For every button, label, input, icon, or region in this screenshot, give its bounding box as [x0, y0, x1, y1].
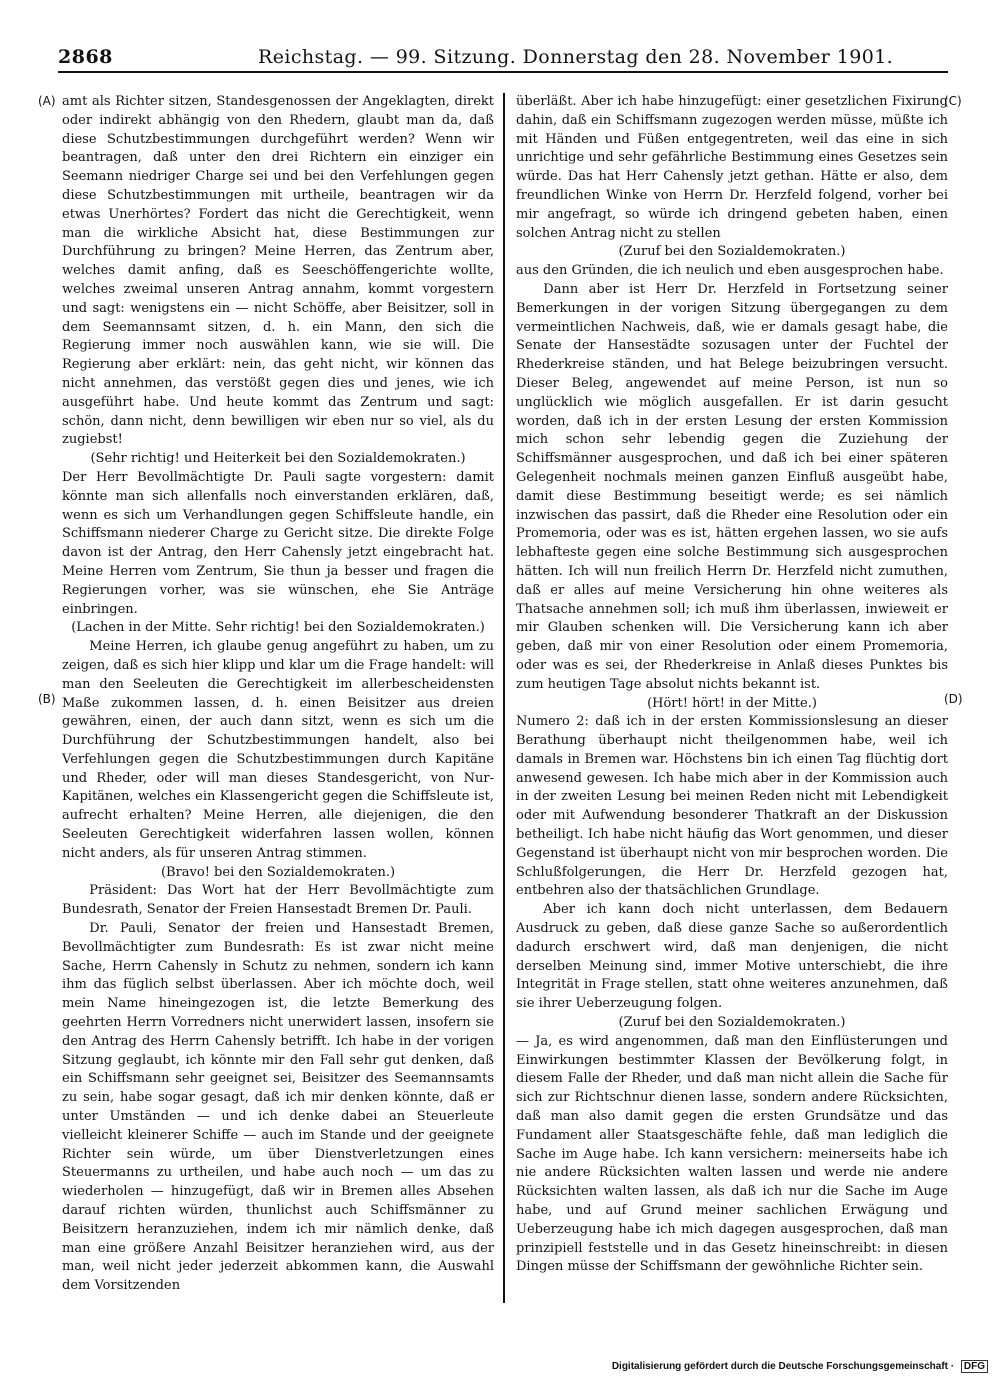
left-column [62, 93, 494, 1296]
interjection: (Zuruf bei den Sozialdemokraten.) [618, 244, 846, 260]
paragraph: Präsident: Das Wort hat der Herr Bevollmächtigte zum Bundesrath, Senator der Freien Hansestadt Bremen Dr. Pauli. [62, 883, 494, 918]
margin-mark-b: (B) [38, 692, 56, 706]
interjection: (Bravo! bei den Sozialdemokraten.) [160, 864, 396, 880]
running-head: Reichstag. — 99. Sitzung. Donnerstag den 28. November 1901. [258, 46, 894, 68]
dfg-logo: DFG [961, 1360, 988, 1373]
margin-mark-c: (C) [944, 94, 962, 108]
paragraph: — Ja, es wird angenommen, daß man den Einflüsterungen und Einwirkungen bestimmter Klassen der Bevölkerung folgt, in diesem Falle der Rheder, und daß man nicht allein die Sache für sich zur Richtschnur dienen lasse, sondern andere Rücksichten, daß man also damit gegen die ersten Grundsätze und das Fundament aller Staatsgeschäfte fehle, daß man lediglich die Sache im Auge habe. Ich kann versichern: meinerseits habe ich nie andere Rücksichten walten lassen und werde nie andere Rücksichten walten lassen, als daß ich nur die Sache im Auge habe, und auf Grund meiner sachlichen Erwägung und Ueberzeugung habe ich mich dagegen ausgesprochen, daß man prinzipiell feststelle und in das Gesetz hineinschreibt: in diesen Dingen müsse der Schiffsmann der gewöhnliche Richter sein. [516, 1033, 948, 1275]
margin-mark-a: (A) [38, 94, 56, 108]
paragraph: Aber ich kann doch nicht unterlassen, dem Bedauern Ausdruck zu geben, daß diese ganze Sache so außerordentlich dadurch erschwert wird, daß man denjenigen, die nicht derselben Meinung sind, immer Motive unterschiebt, die ihre Integrität in Frage stellen, statt ohne weiteres anzunehmen, daß sie ihrer Ueberzeugung folgen. [516, 902, 948, 1012]
paragraph: Dann aber ist Herr Dr. Herzfeld in Fortsetzung seiner Bemerkungen in der vorigen Sitzung übergegangen zu dem vermeintlichen Nachweis, daß, wie er damals gesagt habe, die Senate der Hansestädte sozusagen unter der Fuchtel der Rhederkreise ständen, und hat Belege beizubringen versucht. Dieser Beleg, angewendet auf meine Person, ist nun so unglücklich wie möglich ausgefallen. Er ist darin gesucht worden, daß ich in der ersten Lesung der ersten Kommission mich schon sehr lebendig gegen die Zuziehung der Schiffsmänner ausgesprochen, und daß ich bei einer späteren Gelegenheit nochmals meinen ganzen Einfluß ausgeübt habe, damit diese Bestimmung beseitigt werde; es sei nämlich inzwischen das passirt, daß die Rheder eine Resolution oder ein Promemoria, oder was es ist, hätten ergehen lassen, wo sie aufs lebhafteste gegen eine solche Bestimmung sich ausgesprochen hätten. Ich will nun freilich Herrn Dr. Herzfeld nicht zumuthen, daß er alles auf meine Versicherung hin ohne weiteres als Thatsache annehmen soll; ich muß ihm überlassen, inwieweit er mir Glauben schenken will. Die Versicherung kann ich aber geben, daß mir von einer Resolution oder einem Promemoria, oder was es sei, der Rhederkreise in Anlaß dieses Punktes bis zum heutigen Tage absolut nichts bekannt ist. [516, 281, 948, 692]
paragraph: Meine Herren, ich glaube genug angeführt zu haben, um zu zeigen, daß es sich hier klipp und klar um die Frage handelt: will man den Seeleuten die Gerechtigkeit im allerbescheidensten Maße zukommen lassen, d. h. einen Beisitzer aus dreien gewähren, einen, der auch dann sitzt, wenn es sich um die Durchführung der Schutzbestimmungen handelt, also bei Verfehlungen gegen die Schutzbestimmungen durch Kapitäne und Rheder, oder will man dieses Standesgericht, von Nur-Kapitänen, welches ein Klassengericht gegen die Schiffsleute ist, aufrecht erhalten? Meine Herren, alle diejenigen, die den Seeleuten Gerechtigkeit widerfahren lassen wollen, können nicht anders, als für unseren Antrag stimmen. [62, 639, 494, 861]
paragraph: Numero 2: daß ich in der ersten Kommissionslesung an dieser Berathung überhaupt nicht theilgenommen habe, weil ich damals in Bremen war. Höchstens bin ich einen Tag flüchtig dort anwesend gewesen. Ich habe mich aber in der Kommission auch in der zweiten Lesung bei meinen Reden nicht mit Lebendigkeit oder mit Aufwendung besonderer Thatkraft an der Diskussion betheiligt. Ich habe nicht häufig das Wort genommen, und dieser Gegenstand ist überhaupt nicht von mir besprochen worden. Die Schlußfolgerungen, die Herr Dr. Herzfeld gezogen hat, entbehren also der thatsächlichen Grundlage. [516, 714, 948, 899]
interjection: (Lachen in der Mitte. Sehr richtig! bei den Sozialdemokraten.) [71, 620, 485, 636]
right-column [516, 93, 948, 1277]
header-rule [58, 71, 948, 73]
page-number: 2868 [58, 46, 113, 68]
margin-mark-d: (D) [944, 692, 963, 706]
footer-credit [612, 1360, 988, 1373]
column-divider [503, 93, 505, 1303]
paragraph: Der Herr Bevollmächtigte Dr. Pauli sagte vorgestern: damit könnte man sich allenfalls noch einverstanden erklären, daß, wenn es sich um Verhandlungen gegen Schiffsleute handle, ein Schiffsmann niederer Charge zu Gericht sitze. Die direkte Folge davon ist der Antrag, den Herr Cahensly jetzt eingebracht hat. Meine Herren vom Zentrum, Sie thun ja besser und fragen die Regierungen vorher, was sie wünschen, ehe Sie Anträge einbringen. [62, 469, 494, 617]
interjection: (Zuruf bei den Sozialdemokraten.) [618, 1015, 846, 1031]
page-header [58, 42, 948, 72]
interjection: (Sehr richtig! und Heiterkeit bei den Sozialdemokraten.) [90, 451, 466, 467]
interjection: (Hört! hört! in der Mitte.) [647, 695, 817, 711]
paragraph: überläßt. Aber ich habe hinzugefügt: einer gesetzlichen Fixirung dahin, daß ein Schiffsmann zugezogen werden müsse, müßte ich mit Händen und Füßen entgegentreten, weil das eine in sich unrichtige und sehr gefährliche Bestimmung eines Gesetzes sein würde. Das hat Herr Cahensly jetzt gethan. Hätte er also, dem freundlichen Winke von Herrn Dr. Herzfeld folgend, vorher bei mir angefragt, so würde ich dringend gebeten haben, einen solchen Antrag nicht zu stellen [516, 94, 948, 241]
footer-text: Digitalisierung gefördert durch die Deutsche Forschungsgemeinschaft · [611, 1361, 955, 1372]
paragraph: amt als Richter sitzen, Standesgenossen der Angeklagten, direkt oder indirekt abhängig von den Rhedern, glaubt man da, daß diese Schutzbestimmungen durchgeführt werden? Wenn wir beantragen, daß unter den drei Richtern ein einziger ein Seemann niedriger Charge sei und bei den Verfehlungen gegen diese Schutzbestimmungen mit urtheile, beantragen wir da etwas Unerhörtes? Fordert das nicht die Gerechtigkeit, wenn man die wirkliche Absicht hat, diese Bestimmungen zur Durchführung zu bringen? Meine Herren, das Zentrum aber, welches damit anfing, daß es Seeschöffengerichte wollte, welches zweimal unseren Antrag annahm, kommt vorgestern und sagt: wenigstens ein — nicht Schöffe, aber Beisitzer, soll in dem Seemannsamt sitzen, d. h. ein Mann, den sich die Regierung immer noch auswählen kann, wie sie will. Die Regierung aber erklärt: nein, das geht nicht, wir können das nicht annehmen, das verstößt gegen dies und jenes, wie ich ausgeführt habe. Und heute kommt das Zentrum und sagt: schön, dann nicht, denn bewilligen wir eben nur so viel, als du zugiebst! [62, 94, 494, 448]
paragraph: aus den Gründen, die ich neulich und eben ausgesprochen habe. [516, 263, 944, 279]
paragraph: Dr. Pauli, Senator der freien und Hansestadt Bremen, Bevollmächtigter zum Bundesrath: Es ist zwar nicht meine Sache, Herrn Cahensly in Schutz zu nehmen, sondern ich kann ihm das füglich selbst überlassen. Aber ich möchte doch, weil mein Name hineingezogen ist, die letzte Bemerkung des geehrten Herrn Vorredners nicht unerwidert lassen, insofern sie den Antrag des Herrn Cahensly betrifft. Ich habe in der vorigen Sitzung geglaubt, ich könnte mir den Fall sehr gut denken, daß ein Schiffsmann sehr geeignet sei, Beisitzer des Seemannsamts zu sein, habe sogar gesagt, daß ich mir denken könnte, daß er unter Umständen — und ich denke dabei an Steuerleute vielleicht kleinerer Schiffe — auch im Stande und der geeignete Richter sein würde, um über Dienstverletzungen eines Steuermanns zu urtheilen, und habe auch noch — um das zu wiederholen — hinzugefügt, daß wir in Bremen alles Absehen darauf richten würden, thunlichst auch Schiffsmänner zu Beisitzern heranzuziehen, indem ich mir nämlich denke, daß man eine größere Anzahl Beisitzer heranziehen wird, aus der man, weil nicht jeder jederzeit abkommen kann, die Auswahl dem Vorsitzenden [62, 921, 494, 1294]
